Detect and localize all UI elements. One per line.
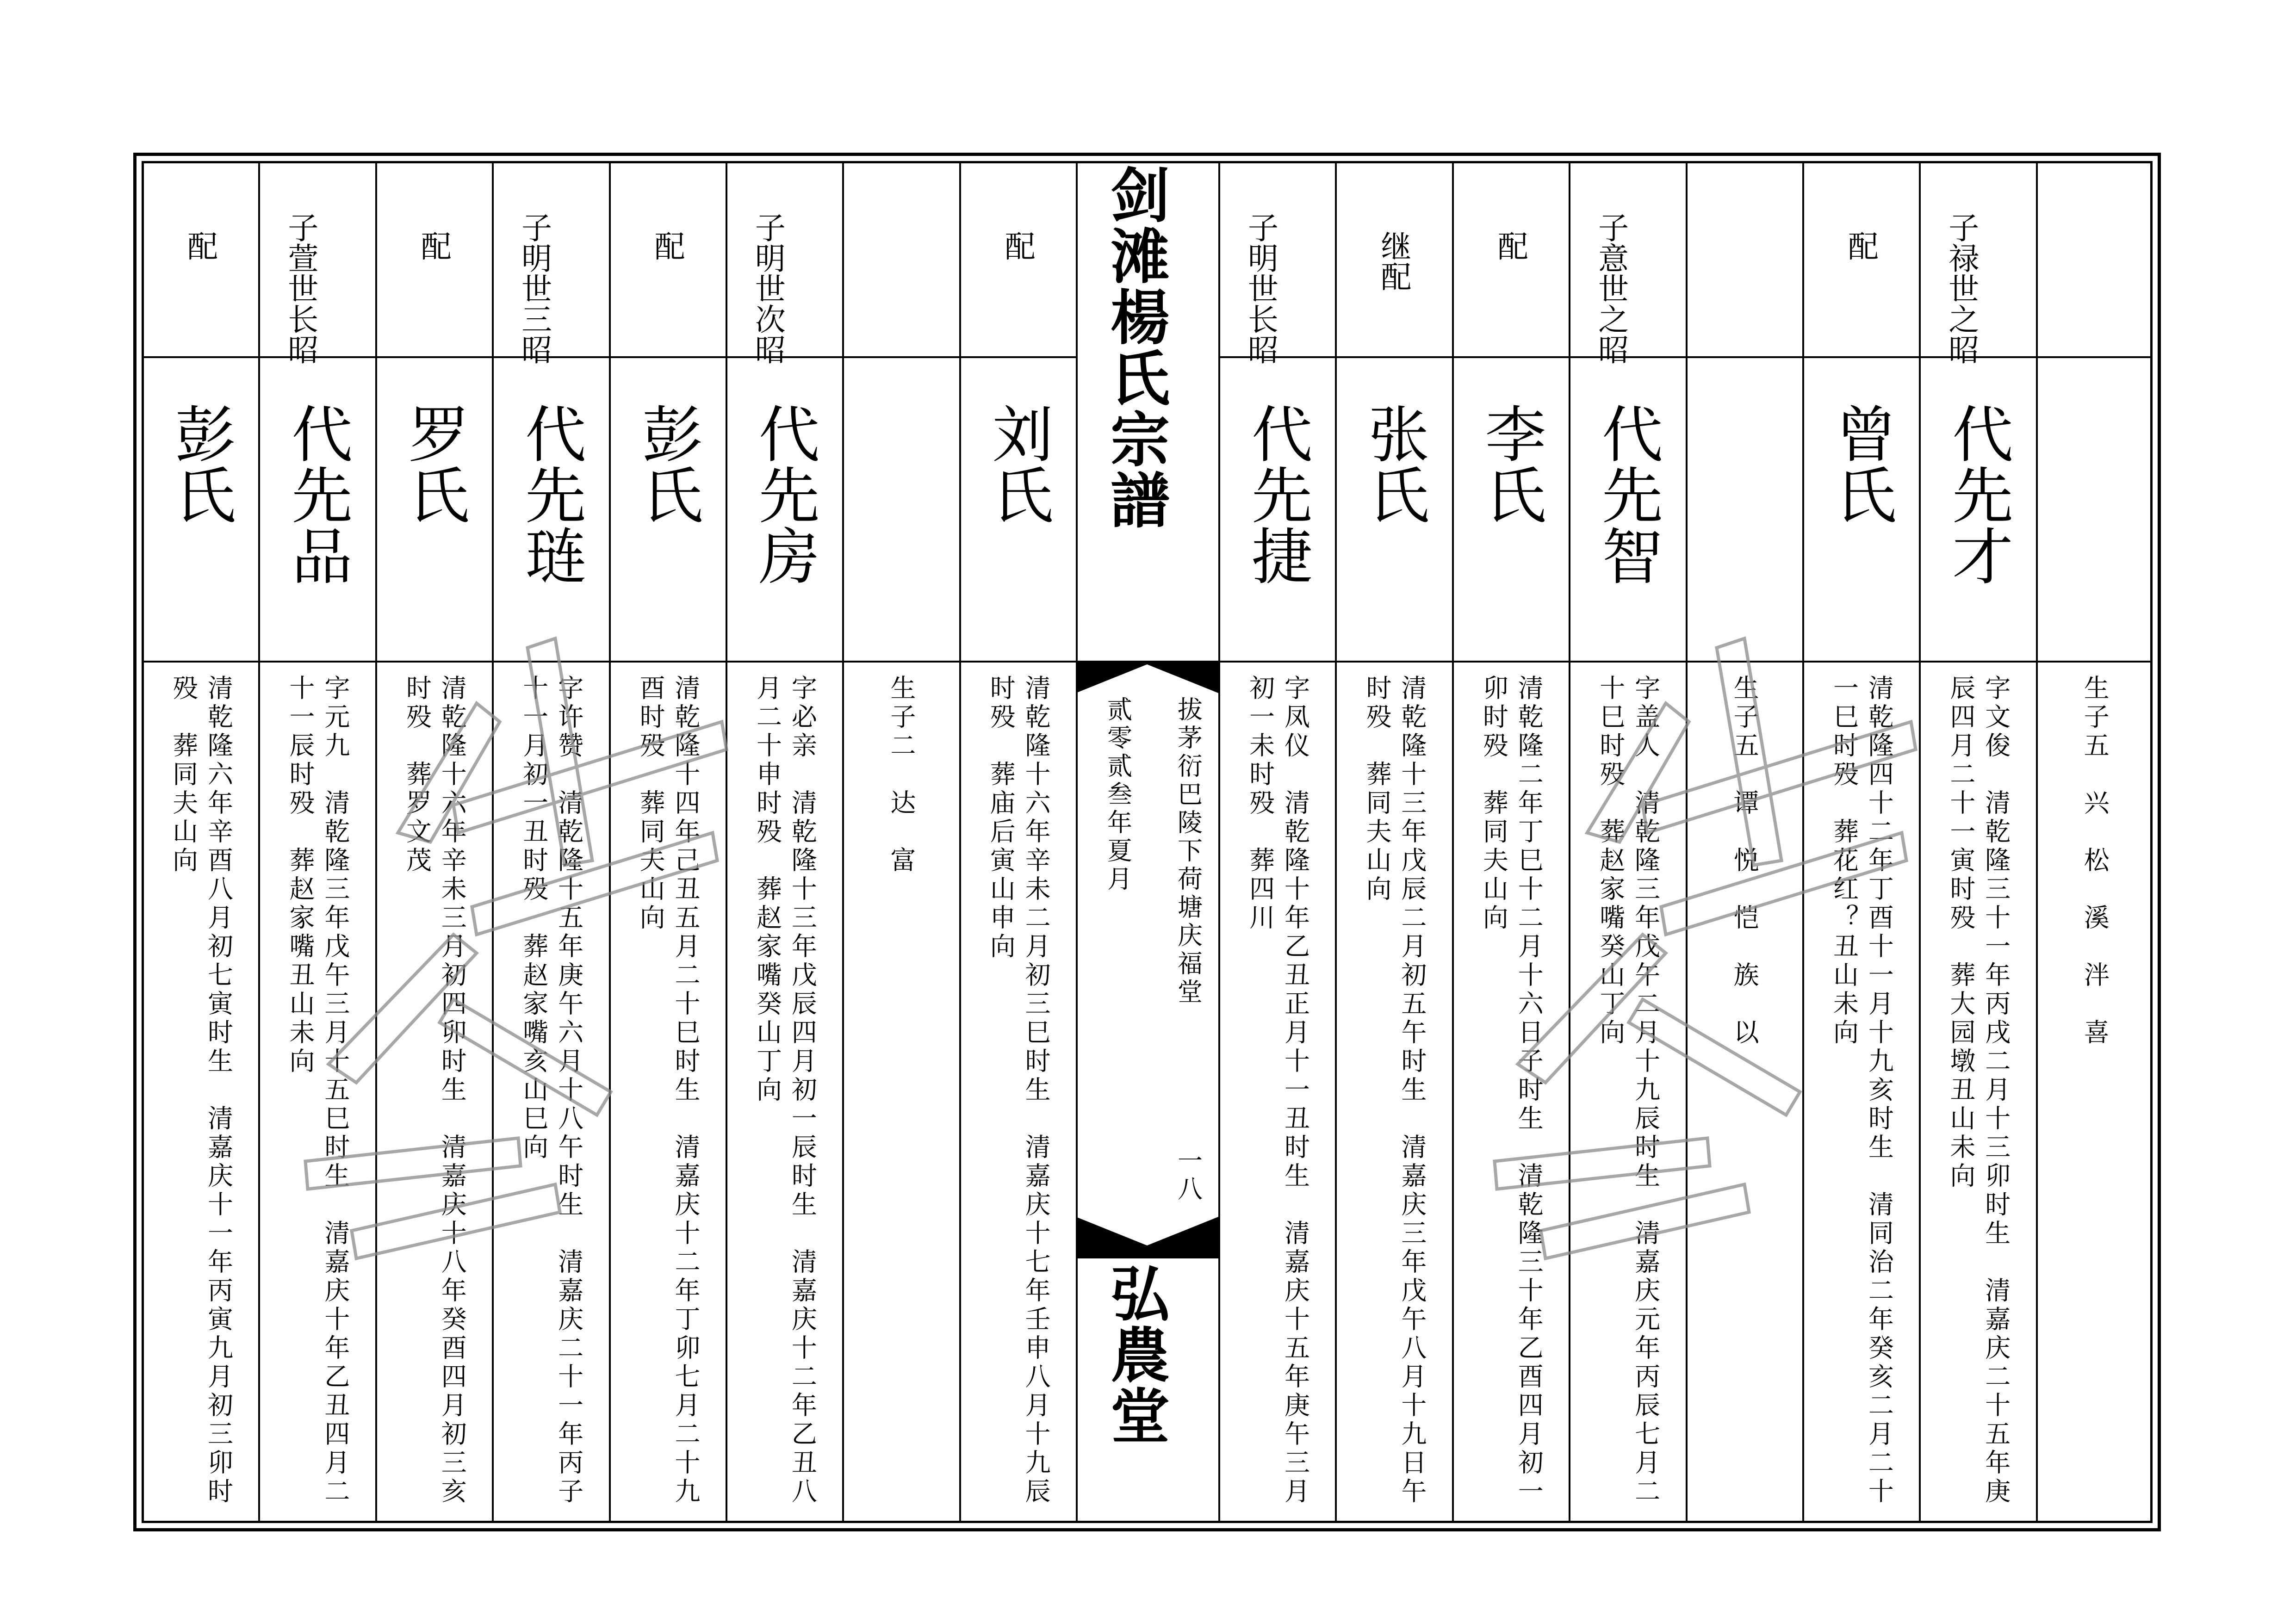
member-name: 代先品: [281, 403, 353, 586]
column-rule: [258, 161, 260, 1523]
biography-text: 字必亲 清乾隆十三年戊辰四月初一辰时生 清嘉庆十二年乙丑八月二十申时殁 葬赵家嘴癸山丁向: [752, 675, 817, 1506]
member-name: 罗氏: [397, 403, 469, 525]
biography-text: 生子五 兴 松 溪 泮 喜: [2079, 675, 2110, 1047]
column-rule: [1335, 161, 1337, 1523]
relation-label: 子禄世之昭: [1943, 212, 1979, 365]
member-name: 彭氏: [164, 403, 236, 525]
biography-text: 清乾隆二年丁巳十二月十六日子时生 清乾隆三十年乙酉四月初一卯时殁 葬同夫山向: [1478, 675, 1544, 1506]
member-name: 李氏: [1474, 403, 1546, 525]
page-number: 一八: [1173, 1147, 1203, 1204]
member-name: 代先才: [1942, 403, 2013, 586]
member-name: 代先房: [748, 403, 819, 586]
biography-text: 清乾隆四十二年丁酉十一月十九亥时生 清同治二年癸亥二月二十一巳时殁 葬花红？丑山未向: [1829, 675, 1894, 1506]
relation-label: 配: [999, 230, 1036, 261]
relation-label: 继配: [1375, 230, 1411, 291]
origin-text: 拔茅衍巴陵下荷塘庆福堂: [1173, 696, 1203, 1007]
relation-label: 配: [1843, 230, 1879, 261]
biography-text: 字盖人 清乾隆三年戊午二月十九辰时生 清嘉庆元年丙辰七月二十巳时殁 葬赵家嘴癸山丁向: [1595, 675, 1661, 1506]
title-divider-bottom: [1076, 1217, 1218, 1258]
column-rule: [375, 161, 377, 1523]
column-rule: [1802, 161, 1804, 1523]
book-title: 剑滩楊氏宗譜: [1100, 164, 1169, 531]
column-rule: [1218, 161, 1220, 1523]
biography-text: 清乾隆十四年己丑五月二十巳时生 清嘉庆十二年丁卯七月二十九酉时殁 葬同夫山向: [635, 675, 701, 1506]
biography-text: 清乾隆六年辛酉八月初七寅时生 清嘉庆十一年丙寅九月初三卯时殁 葬同夫山向: [168, 675, 233, 1506]
column-rule: [609, 161, 611, 1523]
row-rule: [1218, 356, 2153, 358]
column-rule: [1076, 161, 1078, 1523]
biography-text: 字许赞 清乾隆十五年庚午六月十八午时生 清嘉庆二十一年丙子十一月初一丑时殁 葬赵家嘴亥山巳向: [519, 675, 584, 1506]
member-name: 代先琏: [514, 403, 586, 586]
edition-date: 贰零贰叁年夏月: [1103, 696, 1133, 894]
column-rule: [959, 161, 961, 1523]
biography-text: 清乾隆十三年戊辰二月初五午时生 清嘉庆三年戊午八月十九日午时殁 葬同夫山向: [1362, 675, 1427, 1506]
column-rule: [1452, 161, 1454, 1523]
row-rule: [1218, 661, 2153, 663]
relation-label: 配: [416, 230, 452, 261]
biography-text: 生子二 达 富: [886, 675, 916, 875]
column-rule: [1569, 161, 1570, 1523]
title-divider-top: [1076, 661, 1218, 693]
biography-text: 清乾隆十六年辛未二月初三巳时生 清嘉庆十七年壬申八月十九辰时殁 葬庙后寅山申向: [986, 675, 1051, 1506]
member-name: 彭氏: [631, 403, 703, 525]
relation-label: 子萱世长昭: [282, 212, 318, 365]
member-name: 张氏: [1358, 403, 1429, 525]
member-name: 刘氏: [981, 403, 1053, 525]
biography-text: 字元九 清乾隆三年戊午三月十五巳时生 清嘉庆十年乙丑四月二十一辰时殁 葬赵家嘴丑山未向: [285, 675, 350, 1506]
column-rule: [2036, 161, 2038, 1523]
relation-label: 子明世长昭: [1242, 212, 1278, 365]
biography-text: 清乾隆十六年辛未三月初四卯时生 清嘉庆十八年癸酉四月初三亥时殁 葬罗文茂: [402, 675, 467, 1506]
member-name: 代先捷: [1241, 403, 1312, 586]
column-rule: [492, 161, 494, 1523]
biography-text: 生子五 谭 悦 恺 族 以: [1729, 675, 1759, 1047]
relation-label: 配: [649, 230, 685, 261]
row-rule: [142, 356, 1076, 358]
row-rule: [142, 661, 1076, 663]
member-name: 代先智: [1591, 403, 1663, 586]
hall-name: 弘農堂: [1100, 1263, 1169, 1446]
relation-label: 配: [182, 230, 218, 261]
column-rule: [842, 161, 844, 1523]
biography-text: 字文俊 清乾隆三十一年丙戌二月十三卯时生 清嘉庆二十五年庚辰四月二十一寅时殁 葬大园墩丑山未向: [1946, 675, 2011, 1506]
relation-label: 子明世次昭: [750, 212, 786, 365]
column-rule: [726, 161, 727, 1523]
column-rule: [1919, 161, 1921, 1523]
relation-label: 配: [1492, 230, 1528, 261]
relation-label: 子明世三昭: [516, 212, 552, 365]
relation-label: 子意世之昭: [1593, 212, 1629, 365]
member-name: 曾氏: [1824, 403, 1896, 525]
biography-text: 字凤仪 清乾隆十年乙丑正月十一丑时生 清嘉庆十五年庚午三月初一未时殁 葬四川: [1245, 675, 1310, 1506]
column-rule: [1686, 161, 1688, 1523]
